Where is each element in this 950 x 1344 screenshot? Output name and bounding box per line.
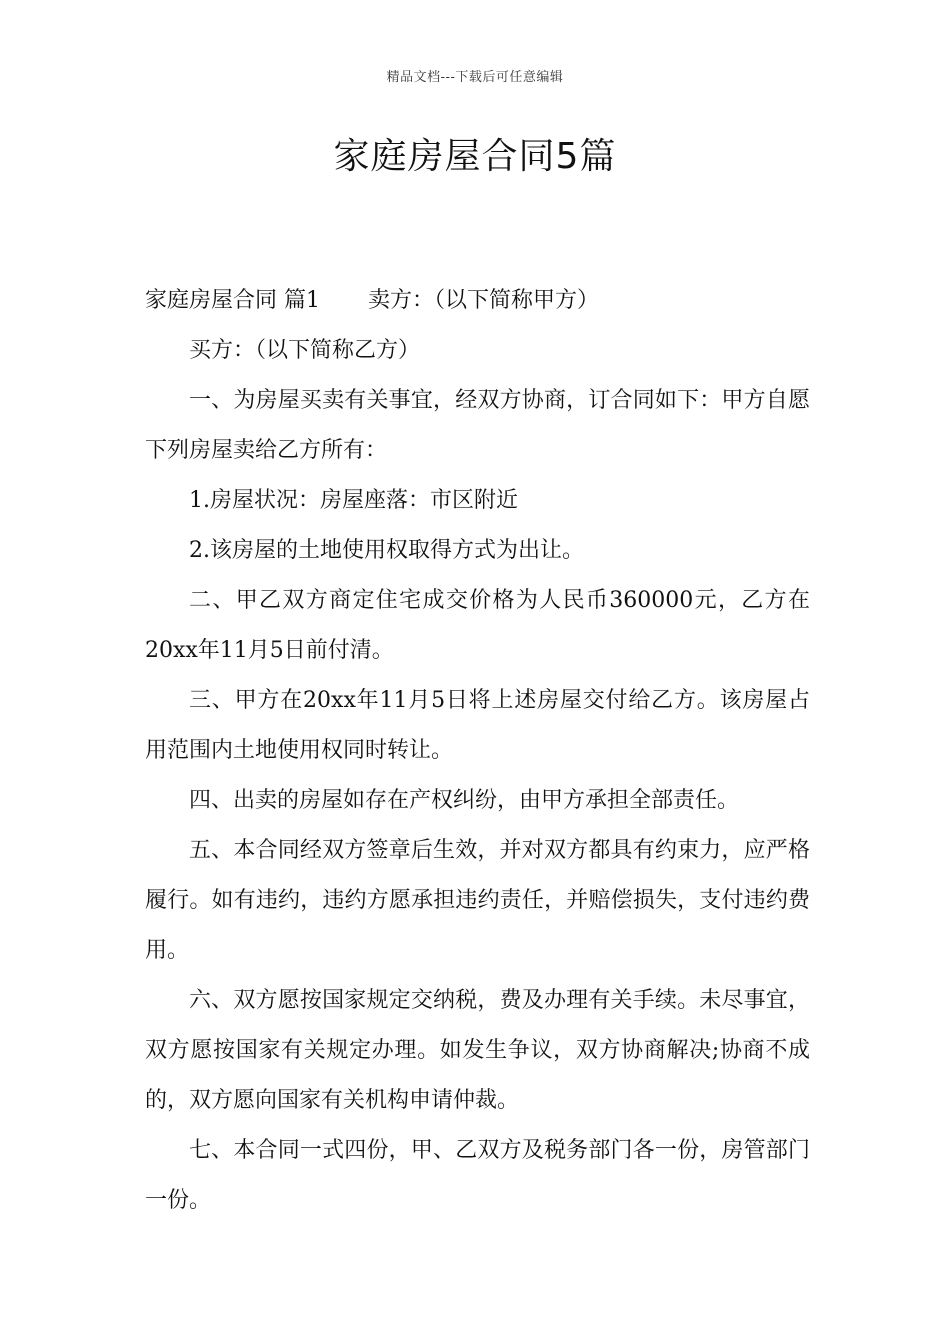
paragraph-clause-4: 四、出卖的房屋如存在产权纠纷，由甲方承担全部责任。	[189, 788, 740, 813]
paragraph-land-right: 2.该房屋的土地使用权取得方式为出让。	[189, 538, 584, 563]
paragraph-clause-3: 三、甲方在20xx年11月5日将上述房屋交付给乙方。该房屋占用范围内土地使用权同时转让。	[145, 688, 810, 763]
document-body	[145, 276, 810, 1226]
paragraph-clause-6: 六、双方愿按国家规定交纳税，费及办理有关手续。未尽事宜，双方愿按国家有关规定办理。如发生争议，双方协商解决;协商不成的，双方愿向国家有关机构申请仲裁。	[145, 988, 810, 1113]
paragraph-clause-7: 七、本合同一式四份，甲、乙双方及税务部门各一份，房管部门一份。	[145, 1138, 810, 1213]
section-heading-line	[145, 276, 810, 326]
section-heading: 家庭房屋合同 篇1	[145, 288, 320, 313]
paragraph-clause-2: 二、甲乙双方商定住宅成交价格为人民币360000元，乙方在20xx年11月5日前付清。	[145, 588, 810, 663]
seller-line: 卖方：（以下简称甲方）	[368, 288, 600, 313]
paragraph-buyer: 买方：（以下简称乙方）	[189, 338, 421, 363]
paragraph-clause-1: 一、为房屋买卖有关事宜，经双方协商，订合同如下：甲方自愿下列房屋卖给乙方所有：	[145, 388, 810, 463]
document-title: 家庭房屋合同5篇	[333, 136, 617, 177]
header-note: 精品文档---下载后可任意编辑	[386, 70, 564, 85]
paragraph-house-status: 1.房屋状况：房屋座落：市区附近	[189, 488, 518, 513]
paragraph-clause-5: 五、本合同经双方签章后生效，并对双方都具有约束力，应严格履行。如有违约，违约方愿承担违约责任，并赔偿损失，支付违约费用。	[145, 838, 810, 963]
